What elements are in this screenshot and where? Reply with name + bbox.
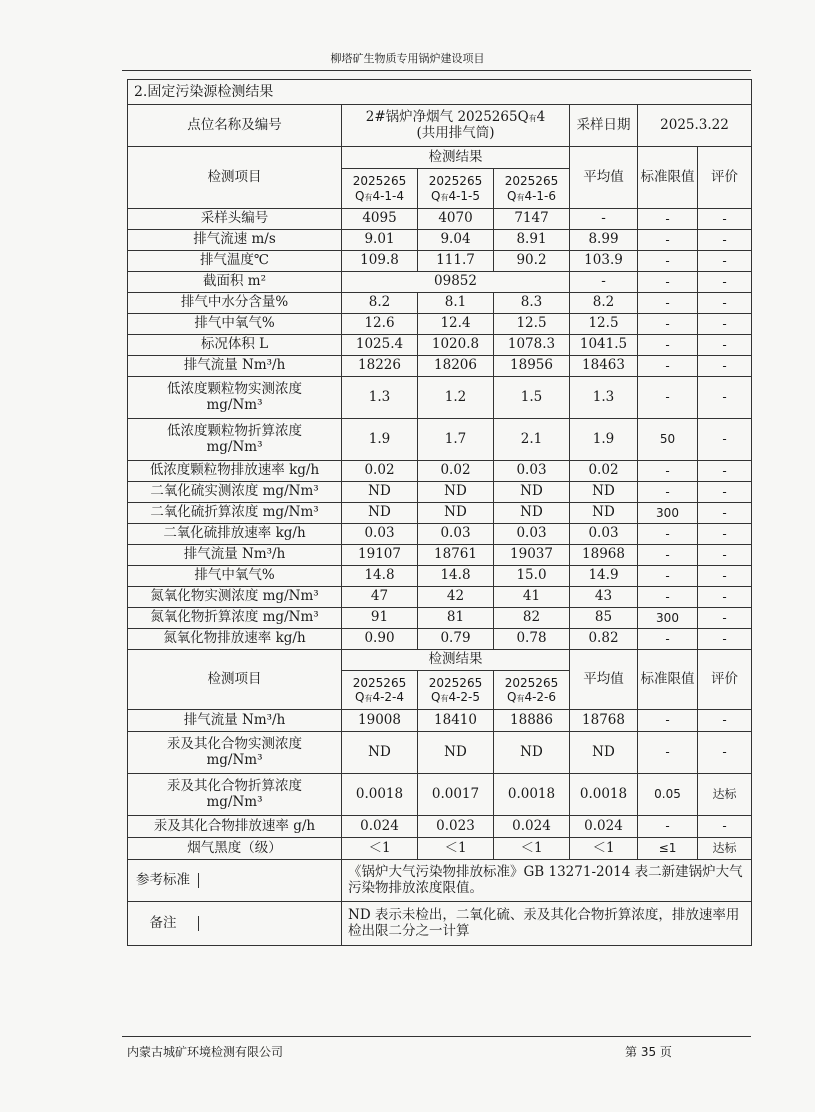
value-cell: 18226 <box>342 356 418 377</box>
row-label: 排气温度℃ <box>128 251 342 272</box>
value-cell: 4070 <box>418 209 494 230</box>
note-label <box>128 902 342 946</box>
row-label: 采样头编号 <box>128 209 342 230</box>
result-header: 检测结果 <box>342 147 570 169</box>
value-cell: 1020.8 <box>418 335 494 356</box>
row-label: 汞及其化合物排放速率 g/h <box>128 816 342 838</box>
eval-cell: - <box>698 419 752 461</box>
reference-label-text: 参考标准 <box>128 873 199 889</box>
avg-cell: 0.82 <box>570 629 638 650</box>
eval-cell: - <box>698 377 752 419</box>
section-title: 2.固定污染源检测结果 <box>128 80 752 105</box>
std-cell: - <box>638 524 698 545</box>
value-cell: 0.023 <box>418 816 494 838</box>
avg-header: 平均值 <box>570 147 638 209</box>
table-row <box>128 629 752 650</box>
table-row <box>128 587 752 608</box>
row-label: 二氧化硫折算浓度 mg/Nm³ <box>128 503 342 524</box>
std-cell: - <box>638 377 698 419</box>
avg-cell: 14.9 <box>570 566 638 587</box>
std-header-2: 标准限值 <box>638 650 698 710</box>
avg-cell: 1.9 <box>570 419 638 461</box>
results-sheet <box>127 79 751 946</box>
table-row <box>128 377 752 419</box>
reference-label <box>128 860 342 902</box>
value-cell: 18761 <box>418 545 494 566</box>
row-label: 二氧化硫排放速率 kg/h <box>128 524 342 545</box>
std-cell: - <box>638 230 698 251</box>
avg-cell: 12.5 <box>570 314 638 335</box>
sample-id: 2025265 Q有4-1-5 <box>418 169 494 209</box>
footer-company: 内蒙古城矿环境检测有限公司 <box>127 1045 284 1059</box>
value-cell: 12.4 <box>418 314 494 335</box>
value-cell: ND <box>418 503 494 524</box>
value-cell: 0.03 <box>494 461 570 482</box>
sample-id: 2025265 Q有4-2-4 <box>342 671 418 710</box>
row-label: 氮氧化物折算浓度 mg/Nm³ <box>128 608 342 629</box>
std-cell: - <box>638 461 698 482</box>
value-cell: 1.2 <box>418 377 494 419</box>
value-cell: 1078.3 <box>494 335 570 356</box>
avg-cell: - <box>570 272 638 293</box>
reference-text: 《锅炉大气污染物排放标准》GB 13271-2014 表二新建锅炉大气污染物排放浓度限值。 <box>342 860 752 902</box>
row-label: 二氧化硫实测浓度 mg/Nm³ <box>128 482 342 503</box>
table-row <box>128 230 752 251</box>
eval-cell: - <box>698 461 752 482</box>
table-row <box>128 566 752 587</box>
table-row <box>128 419 752 461</box>
table-row <box>128 314 752 335</box>
std-cell: - <box>638 251 698 272</box>
value-cell: 0.0018 <box>342 774 418 816</box>
table-row <box>128 838 752 860</box>
sample-id: 2025265 Q有4-2-5 <box>418 671 494 710</box>
value-cell: 42 <box>418 587 494 608</box>
value-cell: 8.3 <box>494 293 570 314</box>
value-cell: 9.01 <box>342 230 418 251</box>
value-cell: ND <box>342 482 418 503</box>
value-cell: 7147 <box>494 209 570 230</box>
std-cell: 300 <box>638 608 698 629</box>
avg-cell: 18463 <box>570 356 638 377</box>
point-value: 2#锅炉净烟气 2025265Q有4 (共用排气筒) <box>342 105 570 147</box>
value-cell: 81 <box>418 608 494 629</box>
value-cell: ND <box>494 503 570 524</box>
value-cell: 18886 <box>494 710 570 732</box>
eval-cell: - <box>698 335 752 356</box>
eval-cell: - <box>698 587 752 608</box>
value-cell: 1025.4 <box>342 335 418 356</box>
value-cell: 18206 <box>418 356 494 377</box>
value-cell: ND <box>494 732 570 774</box>
value-cell: 19008 <box>342 710 418 732</box>
eval-cell: - <box>698 272 752 293</box>
value-cell: 4095 <box>342 209 418 230</box>
row-label: 氮氧化物排放速率 kg/h <box>128 629 342 650</box>
std-cell: - <box>638 314 698 335</box>
row-label: 排气流量 Nm³/h <box>128 710 342 732</box>
row-label: 汞及其化合物折算浓度 mg/Nm³ <box>128 774 342 816</box>
value-cell: 1.3 <box>342 377 418 419</box>
avg-cell: 8.2 <box>570 293 638 314</box>
avg-cell: 1.3 <box>570 377 638 419</box>
value-cell: 19107 <box>342 545 418 566</box>
value-cell: 14.8 <box>342 566 418 587</box>
table-row <box>128 272 752 293</box>
eval-header-2: 评价 <box>698 650 752 710</box>
eval-cell: - <box>698 482 752 503</box>
table-row <box>128 293 752 314</box>
eval-cell: - <box>698 732 752 774</box>
eval-cell: - <box>698 293 752 314</box>
value-cell: 15.0 <box>494 566 570 587</box>
row-label: 低浓度颗粒物实测浓度 mg/Nm³ <box>128 377 342 419</box>
std-cell: - <box>638 629 698 650</box>
table-row <box>128 251 752 272</box>
footer-page: 第 35 页 <box>625 1045 672 1059</box>
note-text: ND 表示未检出，二氧化硫、汞及其化合物折算浓度，排放速率用检出限二分之一计算 <box>342 902 752 946</box>
value-cell: 91 <box>342 608 418 629</box>
value-cell: 0.024 <box>342 816 418 838</box>
row-label: 排气流量 Nm³/h <box>128 545 342 566</box>
value-cell: ND <box>342 503 418 524</box>
sample-date-label: 采样日期 <box>570 105 638 147</box>
std-header: 标准限值 <box>638 147 698 209</box>
value-cell: 1.7 <box>418 419 494 461</box>
item-header: 检测项目 <box>128 147 342 209</box>
eval-cell: - <box>698 629 752 650</box>
page-header: 柳塔矿生物质专用锅炉建设项目 <box>330 52 485 65</box>
avg-cell: - <box>570 209 638 230</box>
row-label: 汞及其化合物实测浓度 mg/Nm³ <box>128 732 342 774</box>
row-label: 氮氧化物实测浓度 mg/Nm³ <box>128 587 342 608</box>
std-cell: - <box>638 710 698 732</box>
std-cell: 50 <box>638 419 698 461</box>
value-cell: 0.03 <box>494 524 570 545</box>
eval-cell: - <box>698 710 752 732</box>
eval-cell: - <box>698 524 752 545</box>
value-cell: 0.79 <box>418 629 494 650</box>
value-cell: 109.8 <box>342 251 418 272</box>
avg-cell: ND <box>570 503 638 524</box>
value-cell: ND <box>418 732 494 774</box>
avg-cell: 0.02 <box>570 461 638 482</box>
table-row <box>128 524 752 545</box>
value-cell: 19037 <box>494 545 570 566</box>
value-cell: 09852 <box>342 272 570 293</box>
table-row <box>128 335 752 356</box>
std-cell: 0.05 <box>638 774 698 816</box>
value-cell: 14.8 <box>418 566 494 587</box>
table-row <box>128 710 752 732</box>
eval-cell: - <box>698 356 752 377</box>
avg-cell: 18768 <box>570 710 638 732</box>
value-cell: 0.02 <box>342 461 418 482</box>
table-row <box>128 503 752 524</box>
value-cell: ＜1 <box>342 838 418 860</box>
value-cell: 2.1 <box>494 419 570 461</box>
avg-cell: ND <box>570 482 638 503</box>
avg-cell: 0.024 <box>570 816 638 838</box>
avg-cell: 103.9 <box>570 251 638 272</box>
avg-header-2: 平均值 <box>570 650 638 710</box>
std-cell: - <box>638 587 698 608</box>
value-cell: 8.2 <box>342 293 418 314</box>
eval-cell: - <box>698 251 752 272</box>
row-label: 排气中水分含量% <box>128 293 342 314</box>
table-row <box>128 356 752 377</box>
table-row <box>128 545 752 566</box>
sample-date: 2025.3.22 <box>638 105 752 147</box>
eval-cell: - <box>698 566 752 587</box>
avg-cell: 43 <box>570 587 638 608</box>
eval-cell: - <box>698 209 752 230</box>
std-cell: - <box>638 732 698 774</box>
value-cell: 47 <box>342 587 418 608</box>
point-label: 点位名称及编号 <box>128 105 342 147</box>
sample-id: 2025265 Q有4-1-4 <box>342 169 418 209</box>
eval-cell: - <box>698 503 752 524</box>
note-label-text: 备注 <box>128 916 199 932</box>
value-cell: 8.91 <box>494 230 570 251</box>
value-cell: 0.0018 <box>494 774 570 816</box>
value-cell: 1.9 <box>342 419 418 461</box>
value-cell: 0.0017 <box>418 774 494 816</box>
std-cell: - <box>638 293 698 314</box>
std-cell: - <box>638 356 698 377</box>
table-row <box>128 608 752 629</box>
value-cell: 0.03 <box>342 524 418 545</box>
value-cell: 8.1 <box>418 293 494 314</box>
std-cell: - <box>638 566 698 587</box>
eval-cell: - <box>698 230 752 251</box>
value-cell: 18410 <box>418 710 494 732</box>
row-label: 排气流速 m/s <box>128 230 342 251</box>
value-cell: 1.5 <box>494 377 570 419</box>
value-cell: 0.78 <box>494 629 570 650</box>
avg-cell: ＜1 <box>570 838 638 860</box>
item-header-2: 检测项目 <box>128 650 342 710</box>
value-cell: 0.03 <box>418 524 494 545</box>
std-cell: - <box>638 482 698 503</box>
value-cell: 0.90 <box>342 629 418 650</box>
table-row <box>128 461 752 482</box>
value-cell: 9.04 <box>418 230 494 251</box>
table-row <box>128 209 752 230</box>
std-cell: - <box>638 545 698 566</box>
sample-id: 2025265 Q有4-1-6 <box>494 169 570 209</box>
avg-cell: 8.99 <box>570 230 638 251</box>
value-cell: 0.02 <box>418 461 494 482</box>
value-cell: 82 <box>494 608 570 629</box>
value-cell: 12.6 <box>342 314 418 335</box>
std-cell: 300 <box>638 503 698 524</box>
footer-rule <box>122 1036 751 1037</box>
avg-cell: 0.03 <box>570 524 638 545</box>
eval-cell: - <box>698 608 752 629</box>
row-label: 烟气黑度（级） <box>128 838 342 860</box>
avg-cell: ND <box>570 732 638 774</box>
std-cell: - <box>638 816 698 838</box>
results-table <box>127 79 752 946</box>
eval-cell: 达标 <box>698 838 752 860</box>
row-label: 低浓度颗粒物折算浓度 mg/Nm³ <box>128 419 342 461</box>
header-rule <box>122 70 751 71</box>
value-cell: 41 <box>494 587 570 608</box>
value-cell: 0.024 <box>494 816 570 838</box>
value-cell: 18956 <box>494 356 570 377</box>
sample-id: 2025265 Q有4-2-6 <box>494 671 570 710</box>
value-cell: ＜1 <box>494 838 570 860</box>
std-cell: - <box>638 272 698 293</box>
row-label: 低浓度颗粒物排放速率 kg/h <box>128 461 342 482</box>
eval-cell: - <box>698 816 752 838</box>
avg-cell: 18968 <box>570 545 638 566</box>
avg-cell: 1041.5 <box>570 335 638 356</box>
value-cell: ND <box>418 482 494 503</box>
row-label: 截面积 m² <box>128 272 342 293</box>
result-header-2: 检测结果 <box>342 650 570 671</box>
std-cell: ≤1 <box>638 838 698 860</box>
eval-cell: 达标 <box>698 774 752 816</box>
value-cell: 111.7 <box>418 251 494 272</box>
avg-cell: 0.0018 <box>570 774 638 816</box>
std-cell: - <box>638 335 698 356</box>
eval-header: 评价 <box>698 147 752 209</box>
value-cell: ND <box>342 732 418 774</box>
std-cell: - <box>638 209 698 230</box>
row-label: 标况体积 L <box>128 335 342 356</box>
eval-cell: - <box>698 314 752 335</box>
eval-cell: - <box>698 545 752 566</box>
avg-cell: 85 <box>570 608 638 629</box>
table-row <box>128 774 752 816</box>
value-cell: 90.2 <box>494 251 570 272</box>
row-label: 排气中氧气% <box>128 314 342 335</box>
table-row <box>128 482 752 503</box>
row-label: 排气流量 Nm³/h <box>128 356 342 377</box>
value-cell: ＜1 <box>418 838 494 860</box>
table-row <box>128 816 752 838</box>
value-cell: ND <box>494 482 570 503</box>
table-row <box>128 732 752 774</box>
row-label: 排气中氧气% <box>128 566 342 587</box>
value-cell: 12.5 <box>494 314 570 335</box>
